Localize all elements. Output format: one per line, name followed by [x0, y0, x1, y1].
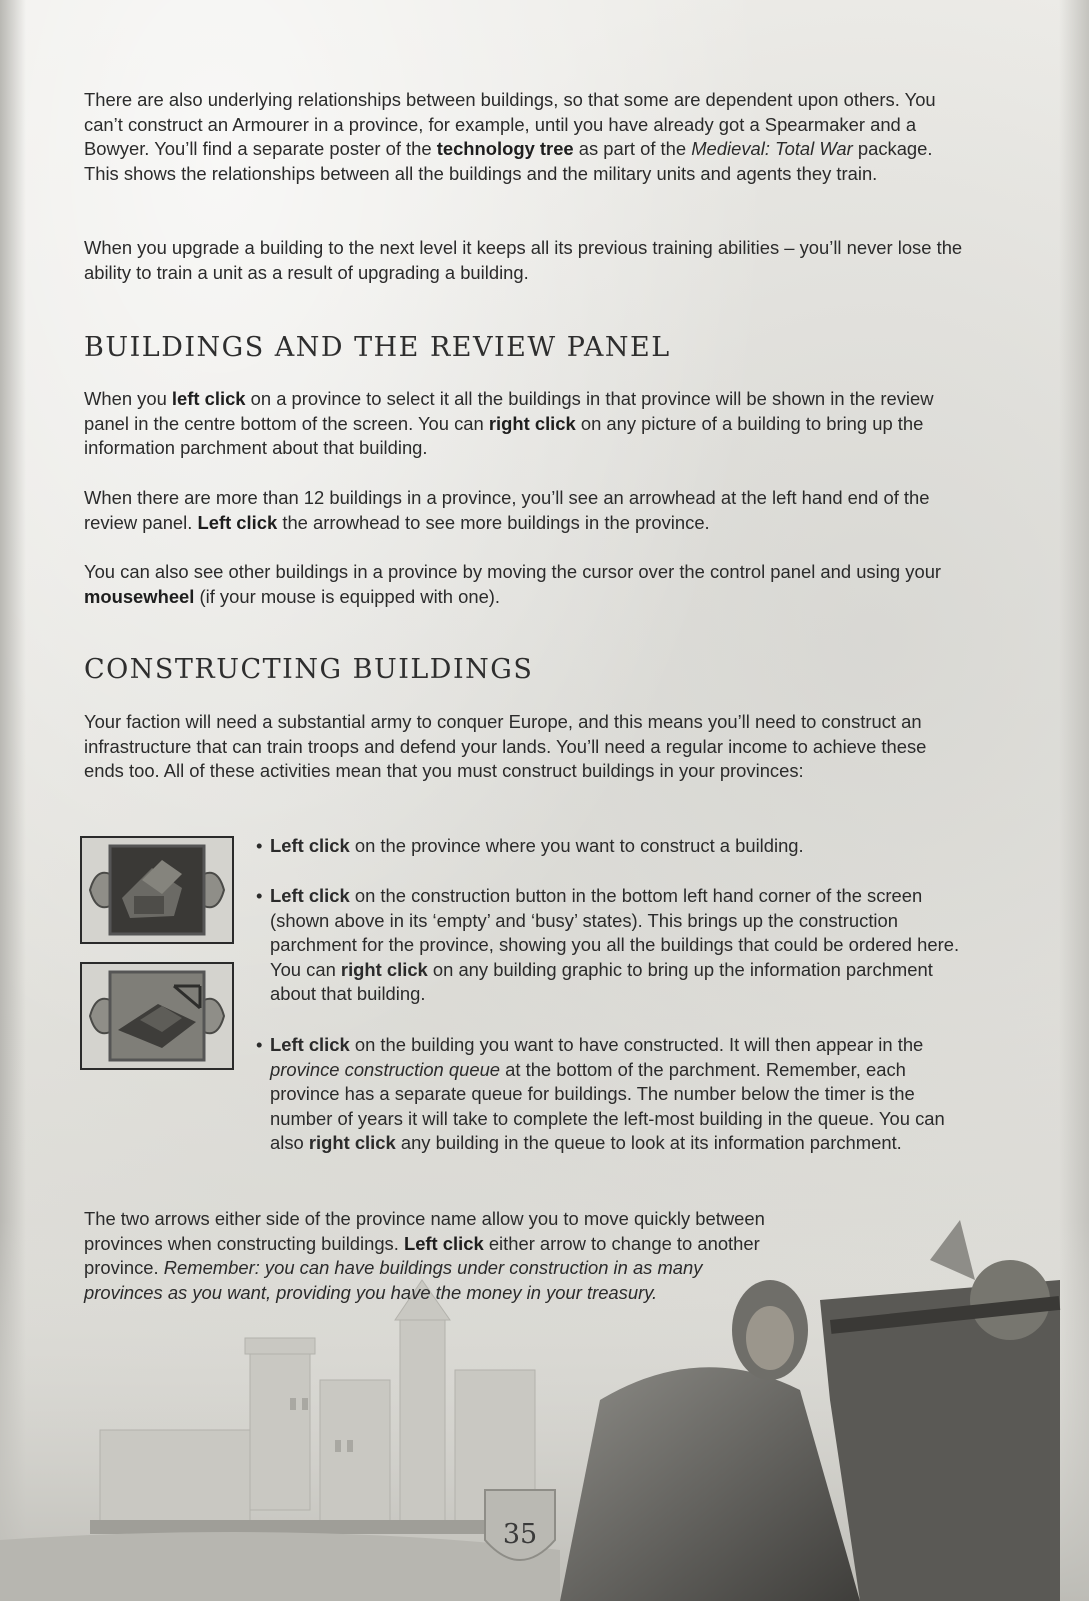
bullet-icon: • [256, 885, 263, 906]
bullet-item-2 [256, 884, 980, 1007]
bullet-item-1 [256, 834, 980, 859]
intro-paragraph-2: When you upgrade a building to the next level it keeps all its previous training abilities – you’ll never lose the ability to train a unit as a result of upgrading a building. [84, 237, 963, 283]
intro-paragraph-1: There are also underlying relationships between buildings, so that some are dependent upon others. You can’t construct an Armourer in a province, for example, until you have already got a Spearmaker and a Bowyer. You’ll find a separate poster of the technology tree as part of the Medieval: Total War package. This shows the relationships between all the buildings and the military units and agents they train. [84, 89, 936, 184]
section-heading-constructing: CONSTRUCTING BUILDINGS [84, 654, 534, 685]
bullet-item-3 [256, 1033, 980, 1156]
bullet-text: Left click on the construction button in the bottom left hand corner of the screen (shown above in its ‘empty’ and ‘busy’ states). This brings up the construction parchment for the province, showing you all the buildings that could be ordered here. You can right click on any building graphic to bring up the information parchment about that building. [270, 885, 960, 1005]
construction-button-empty-icon [80, 836, 234, 944]
constructing-intro-paragraph: Your faction will need a substantial army to conquer Europe, and this means you’ll need to construct an infrastructure that can train troops and defend your lands. You’ll need a regular income to achieve these ends too. All of these activities mean that you must construct buildings in your provinces: [84, 711, 927, 782]
bullet-text: Left click on the province where you want to construct a building. [270, 835, 804, 856]
closing-paragraph: The two arrows either side of the province name allow you to move quickly between provinces when constructing buildings. Left click either arrow to change to another province. Remember: you can have buildings under construction in as many provinces as you want, providing you have the money in your treasury. [84, 1208, 765, 1303]
review-panel-paragraph-2: When there are more than 12 buildings in a province, you’ll see an arrowhead at the left hand end of the review panel. Left click the arrowhead to see more buildings in the province. [84, 487, 930, 533]
page-number: 35 [502, 1519, 538, 1550]
bullet-text: Left click on the building you want to have constructed. It will then appear in the province construction queue at the bottom of the parchment. Remember, each province has a separate queue for buildings. The number below the timer is the number of years it will take to complete the left-most building in the queue. You can also right click any building in the queue to look at its information parchment. [270, 1034, 945, 1154]
review-panel-paragraph-3: You can also see other buildings in a province by moving the cursor over the control panel and using your mousewheel (if your mouse is equipped with one). [84, 561, 942, 607]
construction-button-busy-icon [80, 962, 234, 1070]
bullet-icon: • [256, 835, 263, 856]
bullet-icon: • [256, 1034, 263, 1055]
section-heading-review-panel: BUILDINGS AND THE REVIEW PANEL [84, 332, 671, 363]
review-panel-paragraph-1: When you left click on a province to select it all the buildings in that province will be shown in the review panel in the centre bottom of the screen. You can right click on any picture of a building to bring up the information parchment about that building. [84, 388, 934, 459]
